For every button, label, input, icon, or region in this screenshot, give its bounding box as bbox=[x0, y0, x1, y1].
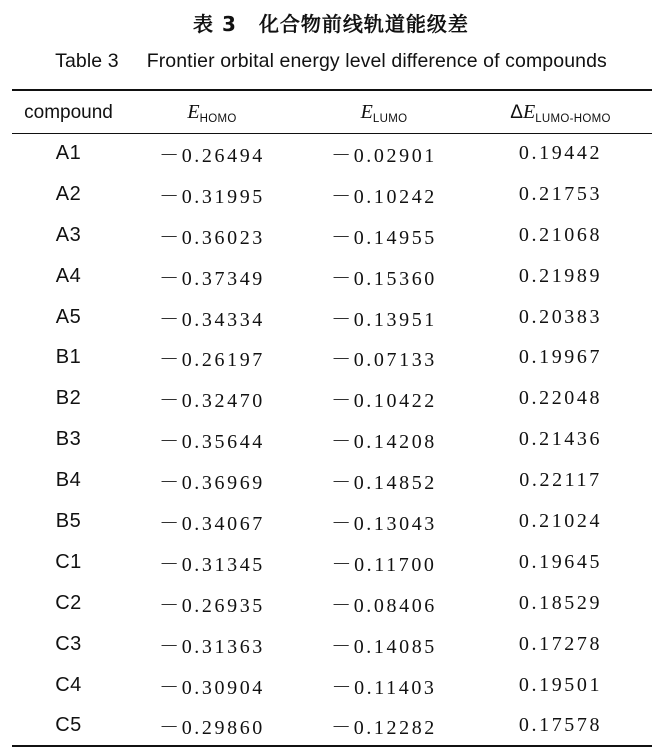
cell-e-homo: －0.34334 bbox=[159, 308, 265, 331]
table-top-rule bbox=[12, 89, 652, 91]
table-number-chinese: 表 3 bbox=[193, 12, 237, 36]
cell-e-homo: －0.32470 bbox=[159, 390, 265, 413]
cell-delta-e: 0.20383 bbox=[518, 305, 603, 328]
table-row bbox=[12, 297, 652, 338]
cell-e-homo: －0.36969 bbox=[159, 472, 265, 495]
cell-delta-e: 0.19967 bbox=[518, 346, 603, 369]
cell-e-homo: －0.37349 bbox=[159, 267, 265, 290]
cell-delta-e: 0.18529 bbox=[518, 591, 603, 614]
cell-e-lumo: －0.14852 bbox=[331, 472, 437, 495]
cell-e-lumo: －0.10242 bbox=[331, 185, 437, 208]
cell-e-lumo: －0.08406 bbox=[331, 594, 437, 617]
energy-level-table bbox=[12, 92, 652, 746]
table-caption-chinese bbox=[0, 8, 662, 37]
cell-delta-e: 0.19501 bbox=[518, 673, 603, 696]
cell-compound: B4 bbox=[55, 469, 82, 492]
header-compound: compound bbox=[24, 101, 113, 123]
cell-e-lumo: －0.10422 bbox=[331, 390, 437, 413]
cell-delta-e: 0.21753 bbox=[518, 182, 603, 205]
table-row bbox=[12, 337, 652, 378]
cell-e-homo: －0.26935 bbox=[159, 594, 265, 617]
cell-compound: C4 bbox=[55, 673, 82, 696]
table-row bbox=[12, 419, 652, 460]
cell-compound: B2 bbox=[55, 387, 82, 410]
cell-compound: C2 bbox=[55, 591, 82, 614]
header-e-homo: $E_{HOMO}$ bbox=[187, 101, 237, 125]
cell-compound: A4 bbox=[55, 264, 82, 287]
table-row bbox=[12, 174, 652, 215]
cell-compound: C5 bbox=[55, 714, 82, 737]
cell-e-homo: －0.35644 bbox=[159, 431, 265, 454]
table-row bbox=[12, 624, 652, 665]
cell-compound: B5 bbox=[55, 509, 82, 532]
table-row bbox=[12, 460, 652, 501]
cell-compound: B1 bbox=[55, 346, 82, 369]
cell-compound: A2 bbox=[55, 182, 82, 205]
cell-e-lumo: －0.13951 bbox=[331, 308, 437, 331]
cell-delta-e: 0.17578 bbox=[518, 714, 603, 737]
cell-e-homo: －0.36023 bbox=[159, 226, 265, 249]
table-row bbox=[12, 378, 652, 419]
header-e-lumo: $E_{LUMO}$ bbox=[360, 101, 408, 125]
cell-e-lumo: －0.11403 bbox=[331, 676, 437, 699]
cell-delta-e: 0.21024 bbox=[518, 509, 603, 532]
table-title-english: Frontier orbital energy level difference of compounds bbox=[146, 50, 607, 72]
table-row bbox=[12, 133, 652, 174]
cell-delta-e: 0.22048 bbox=[518, 387, 603, 410]
cell-e-lumo: －0.14208 bbox=[331, 431, 437, 454]
cell-e-homo: －0.31345 bbox=[159, 553, 265, 576]
header-delta-e: $\Delta E_{LUMO-HOMO}$ bbox=[510, 101, 611, 125]
cell-e-homo: －0.31363 bbox=[159, 635, 265, 658]
cell-delta-e: 0.21989 bbox=[518, 264, 603, 287]
cell-e-homo: －0.29860 bbox=[159, 717, 265, 740]
cell-delta-e: 0.21068 bbox=[518, 223, 603, 246]
cell-e-lumo: －0.12282 bbox=[331, 717, 437, 740]
cell-compound: A1 bbox=[55, 141, 82, 164]
table-row bbox=[12, 665, 652, 706]
cell-compound: A5 bbox=[55, 305, 82, 328]
cell-compound: B3 bbox=[55, 428, 82, 451]
cell-compound: C3 bbox=[55, 632, 82, 655]
cell-delta-e: 0.19645 bbox=[518, 550, 603, 573]
table-caption-english bbox=[0, 50, 662, 73]
cell-e-homo: －0.26494 bbox=[159, 144, 265, 167]
cell-e-homo: －0.26197 bbox=[159, 349, 265, 372]
cell-e-homo: －0.31995 bbox=[159, 185, 265, 208]
cell-compound: A3 bbox=[55, 223, 82, 246]
cell-e-lumo: －0.13043 bbox=[331, 512, 437, 535]
table-body bbox=[12, 133, 652, 746]
cell-compound: C1 bbox=[55, 550, 82, 573]
table-row bbox=[12, 705, 652, 746]
table-row bbox=[12, 583, 652, 624]
cell-e-homo: －0.34067 bbox=[159, 512, 265, 535]
table-row bbox=[12, 542, 652, 583]
table-title-chinese: 化合物前线轨道能级差 bbox=[258, 12, 469, 36]
table-row bbox=[12, 501, 652, 542]
table-row bbox=[12, 256, 652, 297]
cell-e-lumo: －0.15360 bbox=[331, 267, 437, 290]
cell-delta-e: 0.21436 bbox=[518, 428, 603, 451]
table-row bbox=[12, 215, 652, 256]
cell-delta-e: 0.17278 bbox=[518, 632, 603, 655]
cell-e-lumo: －0.11700 bbox=[331, 553, 437, 576]
cell-e-lumo: －0.14085 bbox=[331, 635, 437, 658]
cell-delta-e: 0.19442 bbox=[518, 141, 603, 164]
cell-delta-e: 0.22117 bbox=[519, 469, 602, 492]
cell-e-lumo: －0.02901 bbox=[331, 144, 437, 167]
table-header-row bbox=[12, 92, 652, 133]
cell-e-lumo: －0.07133 bbox=[331, 349, 437, 372]
table-number-english: Table 3 bbox=[55, 50, 119, 72]
cell-e-lumo: －0.14955 bbox=[331, 226, 437, 249]
cell-e-homo: －0.30904 bbox=[159, 676, 265, 699]
